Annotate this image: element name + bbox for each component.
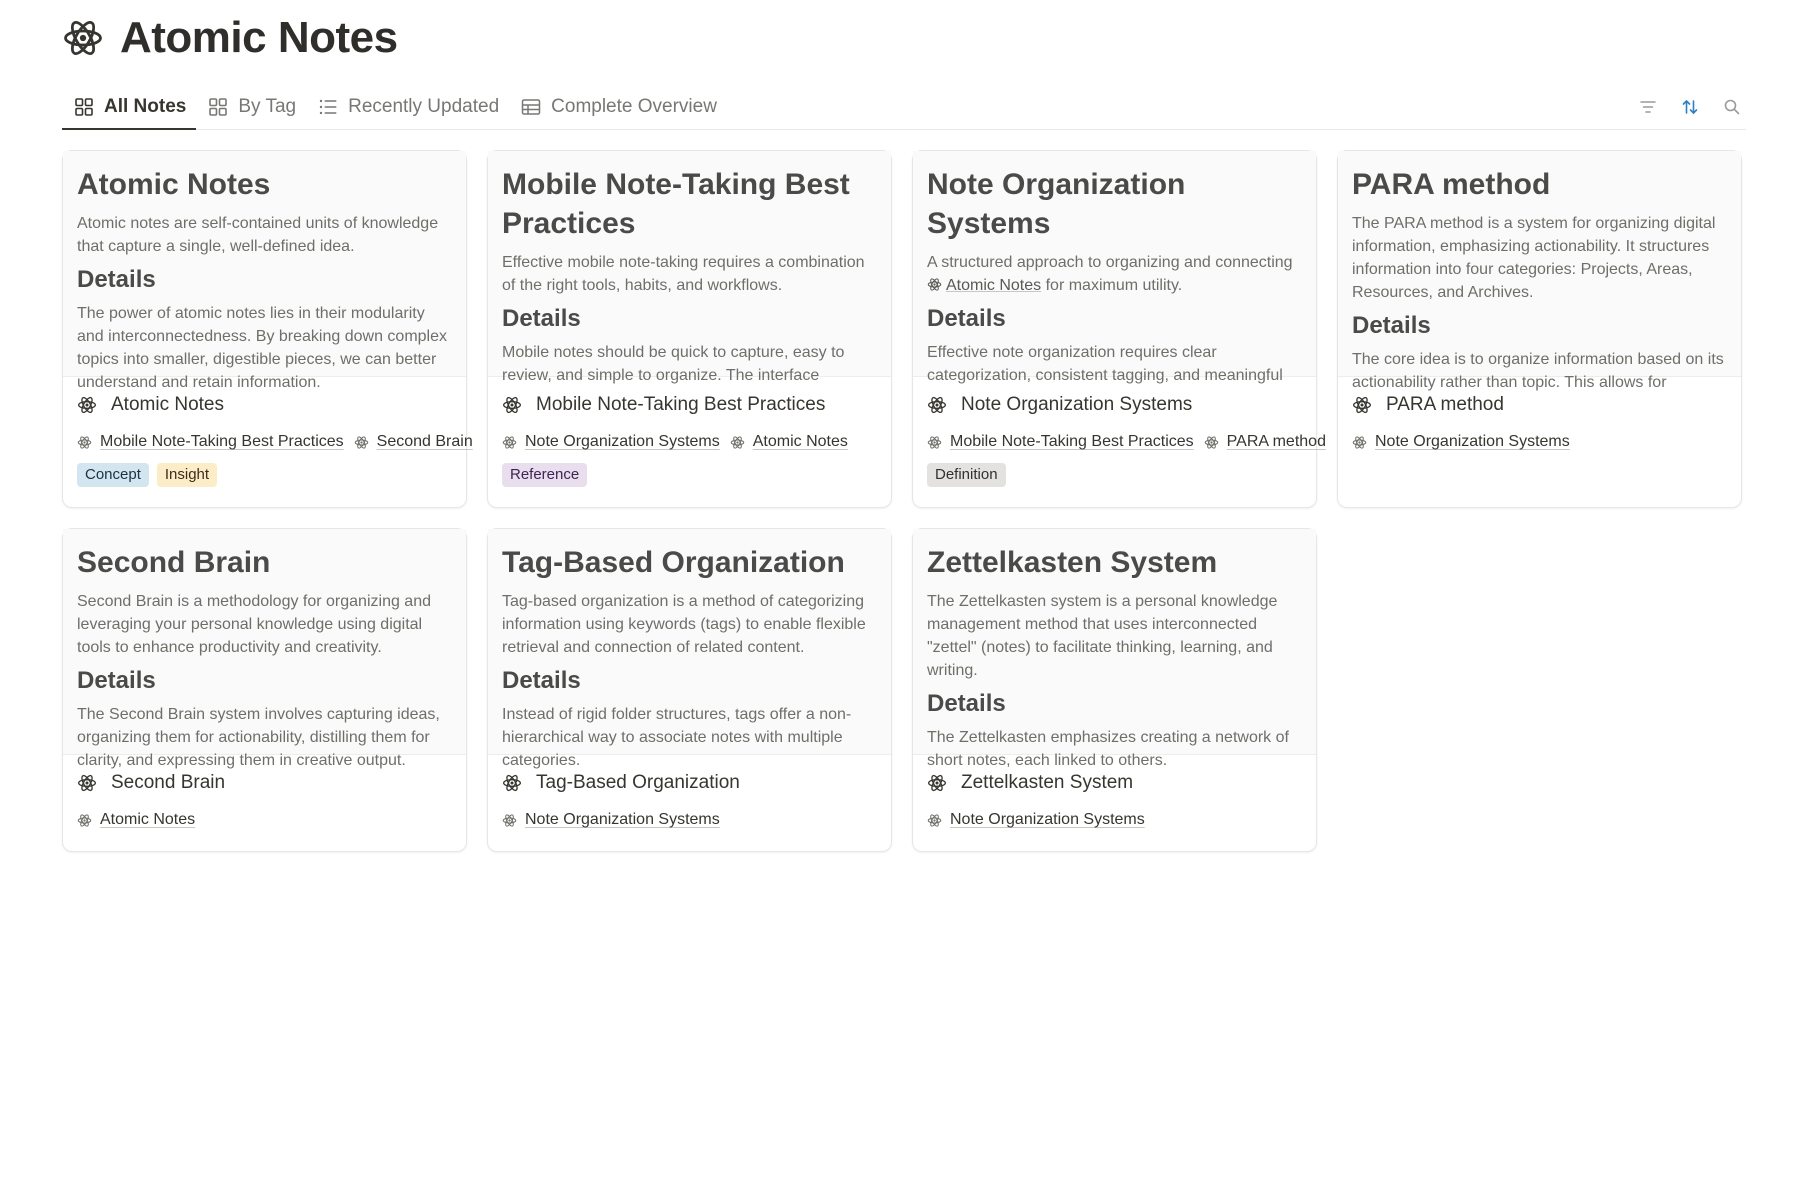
card-preview <box>63 151 466 391</box>
summary-prefix: A structured approach to organizing and connecting <box>927 254 1293 271</box>
tags <box>927 463 1302 487</box>
tags <box>77 463 452 487</box>
preview-details: The Zettelkasten emphasizes creating a network of short notes, each linked to others. <box>927 729 1289 769</box>
related-notes <box>502 429 877 455</box>
preview-title: PARA method <box>1352 168 1551 201</box>
atom-icon <box>927 773 947 793</box>
view-tabs <box>62 80 1746 130</box>
tag-definition: Definition <box>927 463 1006 487</box>
card-title-text: Second Brain <box>111 772 226 793</box>
view-toolbar <box>1634 93 1746 121</box>
card-title[interactable] <box>1352 391 1727 419</box>
card-title-text: Zettelkasten System <box>961 772 1134 793</box>
tab-recently-updated[interactable] <box>306 85 509 129</box>
tag-concept: Concept <box>77 463 149 487</box>
card-title[interactable] <box>77 391 452 419</box>
related-link-label: Atomic Notes <box>752 433 848 450</box>
atom-icon <box>354 435 369 450</box>
preview-title: Mobile Note-Taking Best Practices <box>502 168 850 240</box>
related-link[interactable] <box>1352 433 1570 451</box>
card-title-text: Note Organization Systems <box>961 394 1193 415</box>
tags <box>502 463 877 487</box>
preview-details: The core idea is to organize information based on its actionability rather than topic. This allows for <box>1352 351 1724 391</box>
related-link[interactable] <box>927 811 1145 829</box>
note-card-atomic-notes[interactable] <box>62 150 473 508</box>
sort-button[interactable] <box>1676 93 1704 121</box>
related-link-label: Mobile Note-Taking Best Practices <box>950 433 1194 450</box>
related-notes <box>77 807 452 833</box>
related-link[interactable] <box>502 811 720 829</box>
related-notes <box>77 429 473 455</box>
card-properties <box>488 377 891 487</box>
preview-summary: Second Brain is a methodology for organizing and leveraging your personal knowledge using digital tools to enhance productivity and creativity. <box>77 593 431 656</box>
note-card-zettelkasten-system[interactable] <box>912 528 1317 852</box>
gallery-icon <box>74 97 94 117</box>
preview-summary: The PARA method is a system for organizing digital information, emphasizing actionability. It structures information into four categories: Projects, Areas, Resources, and Archives. <box>1352 215 1716 301</box>
filter-icon <box>1639 98 1657 116</box>
list-icon <box>318 97 338 117</box>
preview-title: Zettelkasten System <box>927 546 1218 579</box>
card-preview <box>488 151 891 384</box>
preview-summary: The Zettelkasten system is a personal knowledge management method that uses interconnected "zettel" (notes) to facilitate thinking, learning, and writing. <box>927 593 1278 679</box>
related-link-label: Atomic Notes <box>100 811 196 828</box>
card-preview <box>488 529 891 769</box>
table-icon <box>521 97 541 117</box>
tab-label: All Notes <box>104 96 187 117</box>
related-link[interactable] <box>502 433 720 451</box>
related-link[interactable] <box>354 433 473 451</box>
card-title[interactable] <box>927 769 1302 797</box>
related-link-label: Note Organization Systems <box>525 433 720 450</box>
tab-label: Complete Overview <box>551 96 717 117</box>
preview-title: Note Organization Systems <box>927 168 1186 240</box>
card-title[interactable] <box>927 391 1302 419</box>
atom-icon <box>730 435 745 450</box>
preview-details: The Second Brain system involves capturing ideas, organizing them for actionability, distilling them for clarity, and expressing them in creative output. <box>77 706 440 769</box>
preview-details-heading: Details <box>77 667 156 694</box>
preview-details-heading: Details <box>927 305 1006 332</box>
tab-all-notes[interactable] <box>62 85 196 129</box>
atom-icon <box>77 773 97 793</box>
atom-icon <box>927 395 947 415</box>
sort-icon <box>1681 98 1699 116</box>
related-link[interactable] <box>77 433 344 451</box>
preview-summary: Atomic notes are self-contained units of knowledge that capture a single, well-defined idea. <box>77 215 439 255</box>
note-card-note-organization-systems[interactable] <box>912 150 1326 508</box>
card-title-text: PARA method <box>1386 394 1504 415</box>
related-notes <box>927 429 1326 455</box>
atom-icon <box>1352 395 1372 415</box>
preview-title: Atomic Notes <box>77 168 271 201</box>
card-title-text: Tag-Based Organization <box>536 772 740 793</box>
page-title: Atomic Notes <box>120 13 398 62</box>
preview-details-heading: Details <box>927 690 1006 717</box>
atom-icon <box>502 773 522 793</box>
filter-button[interactable] <box>1634 93 1662 121</box>
card-title[interactable] <box>502 391 877 419</box>
related-notes <box>502 807 877 833</box>
atom-icon <box>927 435 942 450</box>
note-card-para-method[interactable] <box>1337 150 1742 508</box>
search-button[interactable] <box>1718 93 1746 121</box>
tab-label: By Tag <box>238 96 297 117</box>
tab-label: Recently Updated <box>348 96 500 117</box>
related-link-label: Second Brain <box>376 433 473 450</box>
preview-title: Tag-Based Organization <box>502 546 845 579</box>
tab-by-tag[interactable] <box>196 85 306 129</box>
preview-summary: Tag-based organization is a method of categorizing information using keywords (tags) to enable flexible retrieval and connection of related content. <box>502 593 866 656</box>
preview-details: Effective note organization requires clear categorization, consistent tagging, and meaningful <box>927 344 1283 384</box>
preview-title: Second Brain <box>77 546 271 579</box>
tag-insight: Insight <box>157 463 217 487</box>
card-title-text: Atomic Notes <box>111 394 224 415</box>
card-title[interactable] <box>77 769 452 797</box>
tag-reference: Reference <box>502 463 587 487</box>
note-card-second-brain[interactable] <box>62 528 467 852</box>
card-properties <box>913 377 1326 487</box>
related-link-label: Note Organization Systems <box>525 811 720 828</box>
related-link[interactable] <box>927 433 1194 451</box>
note-card-tag-based-organization[interactable] <box>487 528 892 852</box>
related-link-label: Mobile Note-Taking Best Practices <box>100 433 344 450</box>
atom-icon <box>1352 435 1367 450</box>
atom-icon <box>502 813 517 828</box>
page <box>62 0 1746 852</box>
related-link-label: Note Organization Systems <box>950 811 1145 828</box>
atom-icon <box>62 17 104 59</box>
search-icon <box>1723 98 1741 116</box>
card-title[interactable] <box>502 769 877 797</box>
card-preview <box>913 151 1316 384</box>
atom-icon <box>77 395 97 415</box>
preview-details: The power of atomic notes lies in their modularity and interconnectedness. By breaking down complex topics into smaller, digestible pieces, we can better understand and retain information. <box>77 305 447 391</box>
atom-icon <box>77 435 92 450</box>
card-preview <box>1338 151 1741 391</box>
mention-label: Atomic Notes <box>946 277 1042 294</box>
note-card-mobile-note-taking[interactable] <box>487 150 892 508</box>
related-link[interactable] <box>77 811 195 829</box>
card-title-text: Mobile Note-Taking Best Practices <box>536 394 826 415</box>
preview-details-heading: Details <box>77 266 156 293</box>
page-header <box>62 0 1746 76</box>
atom-icon <box>1204 435 1219 450</box>
related-link[interactable] <box>730 433 848 451</box>
atom-icon <box>927 813 942 828</box>
preview-summary <box>927 251 1302 297</box>
card-preview <box>913 529 1316 769</box>
preview-summary: Effective mobile note-taking requires a combination of the right tools, habits, and workflows. <box>502 254 865 294</box>
gallery-icon <box>208 97 228 117</box>
preview-details-heading: Details <box>1352 312 1431 339</box>
atom-icon <box>502 435 517 450</box>
related-notes <box>1352 429 1727 455</box>
card-preview <box>63 529 466 769</box>
preview-details: Instead of rigid folder structures, tags offer a non-hierarchical way to associate notes with multiple categories. <box>502 706 852 769</box>
summary-suffix: for maximum utility. <box>1045 277 1183 294</box>
preview-details-heading: Details <box>502 667 581 694</box>
atom-icon <box>502 395 522 415</box>
related-notes <box>927 807 1302 833</box>
atom-icon <box>77 813 92 828</box>
related-link-label: PARA method <box>1226 433 1326 450</box>
gallery-grid <box>62 150 1746 852</box>
mention-atomic-notes[interactable] <box>927 277 1041 294</box>
related-link[interactable] <box>1204 433 1326 451</box>
tab-complete-overview[interactable] <box>509 85 727 129</box>
preview-details-heading: Details <box>502 305 581 332</box>
atom-icon <box>927 277 942 292</box>
preview-details: Mobile notes should be quick to capture, easy to review, and simple to organize. The interface <box>502 344 845 384</box>
related-link-label: Note Organization Systems <box>1375 433 1570 450</box>
